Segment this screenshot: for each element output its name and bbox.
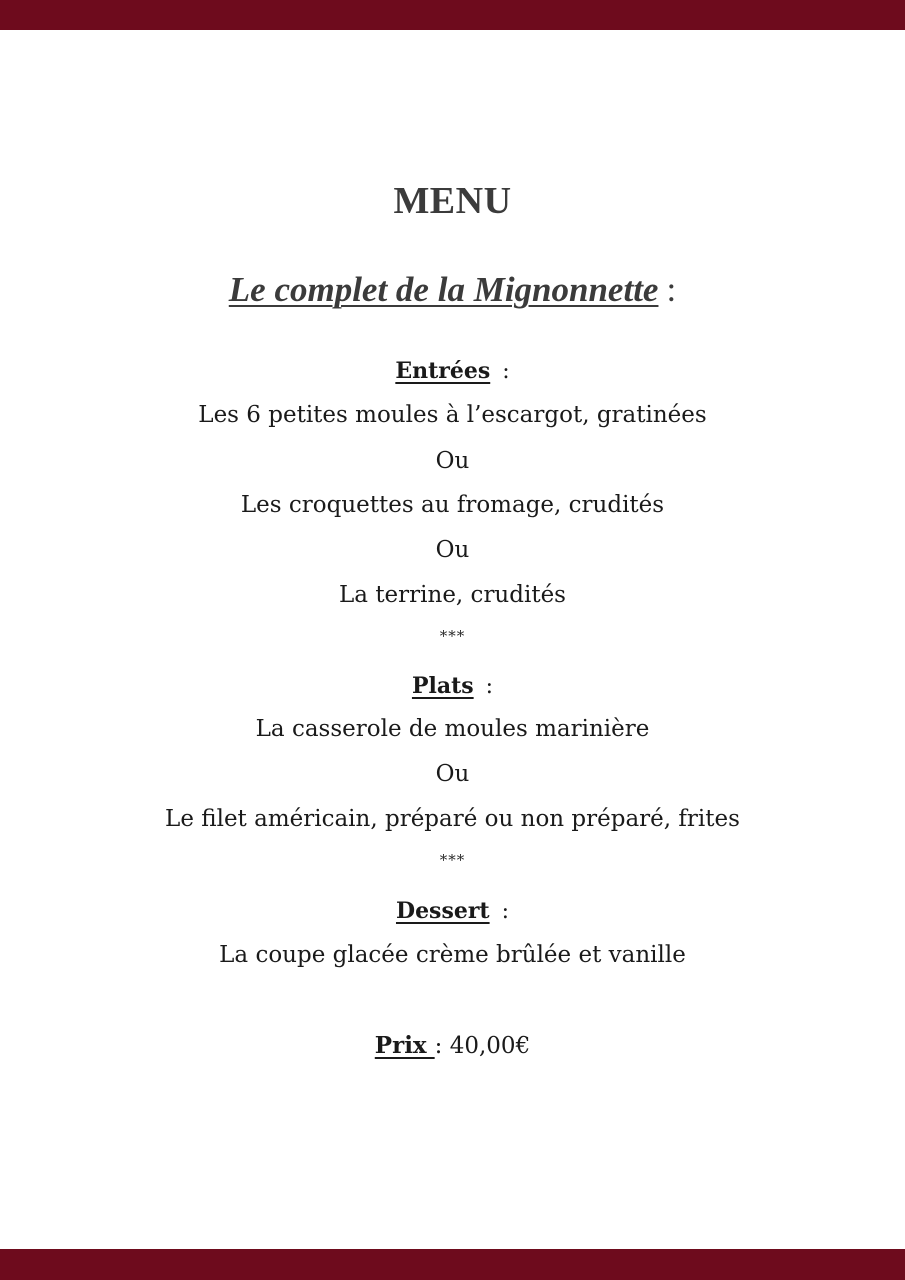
- section-heading-mains-colon: :: [485, 674, 494, 699]
- menu-item-dessert-1: La coupe glacée crème brûlée et vanille: [219, 942, 686, 968]
- section-heading-starters: [0, 360, 905, 383]
- menu-subtitle-text: Le complet de la Mignonnette: [228, 270, 659, 309]
- price-line: [0, 1034, 905, 1058]
- menu-item-main-1: La casserole de moules marinière: [255, 716, 650, 742]
- or-divider-starters-2: Ou: [435, 537, 470, 563]
- price-value: 40,00€: [449, 1033, 531, 1059]
- menu-subtitle: [0, 272, 905, 307]
- or-divider-starters-1: Ou: [435, 448, 470, 474]
- section-heading-dessert-label: Dessert: [395, 898, 490, 924]
- section-heading-mains-label: Plats: [411, 673, 474, 699]
- section-heading-starters-colon: :: [502, 359, 510, 384]
- bottom-color-band: [0, 1249, 905, 1280]
- section-heading-starters-label: Entrées: [395, 358, 491, 384]
- menu-subtitle-colon: :: [666, 270, 677, 309]
- price-separator: :: [434, 1033, 443, 1059]
- menu-title: MENU: [393, 180, 512, 222]
- top-color-band: [0, 0, 905, 30]
- or-divider-mains: Ou: [435, 761, 470, 787]
- menu-item-starter-1: Les 6 petites moules à l’escargot, gratinées: [198, 402, 707, 428]
- price-label: Prix: [374, 1032, 435, 1059]
- section-heading-dessert-colon: :: [501, 899, 510, 924]
- section-heading-dessert: [0, 900, 905, 923]
- menu-item-starter-3: La terrine, crudités: [339, 582, 566, 608]
- menu-item-main-2: Le filet américain, préparé ou non préparé, frites: [165, 806, 740, 832]
- menu-item-starter-2: Les croquettes au fromage, crudités: [240, 492, 665, 518]
- separator-1: ***: [439, 627, 466, 645]
- separator-2: ***: [439, 851, 466, 869]
- section-heading-mains: [0, 675, 905, 698]
